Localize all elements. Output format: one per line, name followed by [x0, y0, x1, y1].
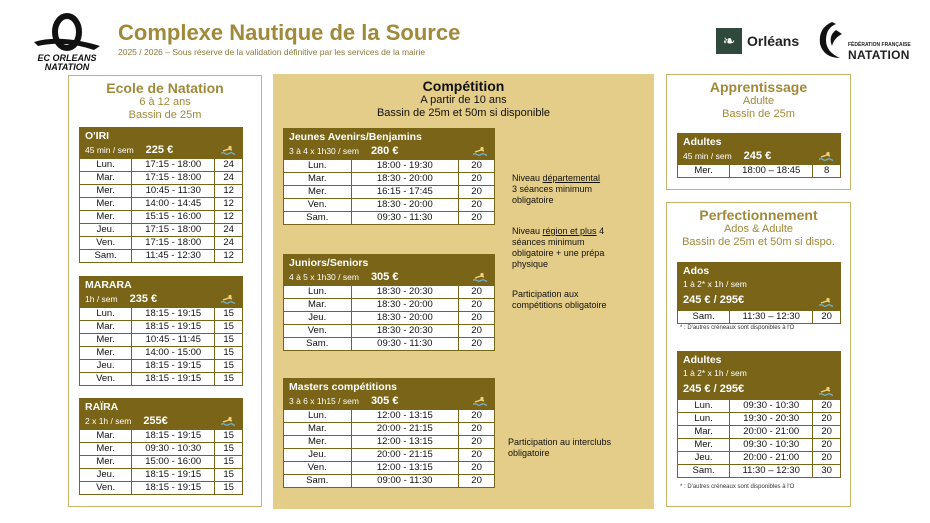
day-cell: Jeu. [284, 449, 352, 462]
day-cell: Lun. [80, 159, 132, 172]
day-cell: Lun. [284, 410, 352, 423]
swimmer-icon [819, 386, 833, 396]
day-cell: Ven. [284, 325, 352, 338]
card-apprentissage-adultes [677, 133, 841, 178]
card-price: 235 € [129, 293, 158, 305]
competition-sub2: Bassin de 25m et 50m si disponible [376, 107, 551, 119]
day-cell: Mer. [80, 185, 132, 198]
card-price: 245 € / 295€ [683, 383, 745, 395]
apprentissage-title: Apprentissage [709, 79, 808, 95]
day-cell: Lun. [678, 400, 730, 413]
card-frequency: 45 min / sem [85, 145, 134, 155]
day-cell: Sam. [284, 475, 352, 488]
table-row [284, 299, 495, 312]
day-cell: Jeu. [80, 469, 132, 482]
card-perf-adultes [677, 351, 841, 478]
schedule-table [677, 164, 841, 178]
card-name: O'IRI [85, 130, 110, 142]
time-cell: 16:15 - 17:45 [351, 186, 459, 199]
capacity-cell: 8 [813, 165, 841, 178]
capacity-cell: 20 [459, 299, 495, 312]
card-header [79, 127, 243, 158]
card-frequency: 3 à 6 x 1h15 / sem [289, 396, 359, 406]
day-cell: Mar. [80, 172, 132, 185]
ffn-small-text: FÉDÉRATION FRANÇAISE [848, 42, 911, 48]
card-info [683, 368, 835, 378]
day-cell: Ven. [80, 482, 132, 495]
card-header [79, 398, 243, 429]
time-cell: 18:00 - 19:30 [351, 160, 459, 173]
day-cell: Mar. [284, 423, 352, 436]
capacity-cell: 24 [215, 224, 243, 237]
day-cell: Ven. [80, 373, 132, 386]
time-cell: 09:30 - 10:30 [730, 400, 813, 413]
capacity-cell: 20 [459, 436, 495, 449]
day-cell: Ven. [284, 462, 352, 475]
table-row [678, 465, 841, 478]
time-cell: 09:30 - 10:30 [730, 439, 813, 452]
table-row [80, 456, 243, 469]
day-cell: Lun. [678, 413, 730, 426]
ffn-logo [814, 18, 914, 62]
capacity-cell: 20 [459, 475, 495, 488]
time-cell: 09:30 - 11:30 [351, 212, 459, 225]
note-region: Niveau région et plus 4 séances minimum obligatoire + une prépa physique [512, 226, 605, 269]
table-row [678, 439, 841, 452]
swimmer-icon [473, 146, 487, 156]
time-cell: 18:30 - 20:00 [351, 173, 459, 186]
day-cell: Lun. [284, 286, 352, 299]
logo-text: EC ORLEANS NATATION [37, 53, 97, 72]
card-info [683, 150, 835, 162]
capacity-cell: 20 [459, 449, 495, 462]
time-cell: 20:00 - 21:15 [351, 449, 459, 462]
day-cell: Mer. [284, 186, 352, 199]
capacity-cell: 15 [215, 347, 243, 360]
orleans-mark-icon: ❧ [716, 28, 742, 54]
time-cell: 12:00 - 13:15 [351, 436, 459, 449]
day-cell: Sam. [284, 212, 352, 225]
day-cell: Mer. [80, 347, 132, 360]
note-interclubs: Participation au interclubs obligatoire [508, 437, 612, 458]
time-cell: 10:45 - 11:30 [132, 185, 215, 198]
capacity-cell: 15 [215, 308, 243, 321]
time-cell: 20:00 - 21:15 [351, 423, 459, 436]
table-row [80, 347, 243, 360]
card-header [283, 378, 495, 409]
capacity-cell: 20 [459, 423, 495, 436]
capacity-cell: 12 [215, 185, 243, 198]
swimmer-icon [221, 416, 235, 426]
capacity-cell: 20 [459, 160, 495, 173]
page-title: Complexe Nautique de la Source [118, 20, 461, 45]
competition-title: Compétition [422, 78, 505, 94]
table-row [284, 160, 495, 173]
time-cell: 18:15 - 19:15 [132, 482, 215, 495]
day-cell: Lun. [80, 308, 132, 321]
capacity-cell: 20 [813, 426, 841, 439]
capacity-cell: 12 [215, 211, 243, 224]
card-name: Adultes [683, 136, 722, 148]
capacity-cell: 20 [459, 173, 495, 186]
time-cell: 12:00 - 13:15 [351, 462, 459, 475]
card-header [677, 133, 841, 164]
table-row [80, 482, 243, 495]
card-frequency: 2 x 1h / sem [85, 416, 132, 426]
table-row [284, 410, 495, 423]
time-cell: 18:15 - 19:15 [132, 469, 215, 482]
capacity-cell: 20 [459, 286, 495, 299]
table-row [80, 373, 243, 386]
day-cell: Mer. [284, 436, 352, 449]
perfectionnement-title: Perfectionnement [699, 207, 818, 223]
day-cell: Jeu. [678, 452, 730, 465]
table-row [80, 430, 243, 443]
table-row [284, 449, 495, 462]
time-cell: 17:15 - 18:00 [132, 159, 215, 172]
time-cell: 09:00 - 11:30 [351, 475, 459, 488]
table-row [80, 308, 243, 321]
time-cell: 18:15 - 19:15 [132, 321, 215, 334]
day-cell: Mer. [80, 334, 132, 347]
schedule-table [283, 159, 495, 225]
card-raira [79, 398, 243, 495]
time-cell: 14:00 - 14:45 [132, 198, 215, 211]
capacity-cell: 15 [215, 360, 243, 373]
card-name: RAÏRA [85, 401, 119, 413]
time-cell: 18:30 - 20:00 [351, 299, 459, 312]
card-info [289, 145, 489, 157]
card-frequency: 4 à 5 x 1h30 / sem [289, 272, 359, 282]
card-masters [283, 378, 495, 488]
card-price: 245 € [743, 150, 772, 162]
table-row [80, 250, 243, 263]
time-cell: 19:30 - 20:30 [730, 413, 813, 426]
capacity-cell: 20 [459, 312, 495, 325]
table-row [284, 312, 495, 325]
capacity-cell: 15 [215, 430, 243, 443]
card-oiri [79, 127, 243, 263]
swimmer-icon [473, 272, 487, 282]
table-row [678, 413, 841, 426]
capacity-cell: 24 [215, 237, 243, 250]
day-cell: Mer. [80, 456, 132, 469]
card-info [85, 415, 237, 427]
schedule-table [79, 307, 243, 386]
table-row [284, 462, 495, 475]
time-cell: 20:00 - 21:00 [730, 452, 813, 465]
card-header [79, 276, 243, 307]
table-row [80, 198, 243, 211]
card-price: 225 € [145, 144, 174, 156]
time-cell: 17:15 - 18:00 [132, 237, 215, 250]
schedule-table [283, 285, 495, 351]
table-row [284, 475, 495, 488]
perfectionnement-sub1: Ados & Adulte [723, 223, 794, 235]
card-name: MARARA [85, 279, 132, 291]
note-departemental: Niveau départemental 3 séances minimum obligatoire [512, 173, 601, 205]
time-cell: 20:00 - 21:00 [730, 426, 813, 439]
capacity-cell: 15 [215, 456, 243, 469]
day-cell: Sam. [284, 338, 352, 351]
card-header [283, 254, 495, 285]
card-price: 280 € [370, 145, 399, 157]
card-header [677, 351, 841, 399]
card-info [85, 144, 237, 156]
capacity-cell: 24 [215, 159, 243, 172]
capacity-cell: 30 [813, 465, 841, 478]
page-subtitle: 2025 / 2026 – Sous réserve de la validation définitive par les services de la mairie [118, 47, 426, 57]
card-ados [677, 262, 841, 324]
table-row [80, 321, 243, 334]
swimmer-icon [221, 145, 235, 155]
day-cell: Mer. [678, 165, 730, 178]
time-cell: 12:00 - 13:15 [351, 410, 459, 423]
capacity-cell: 20 [813, 439, 841, 452]
time-cell: 15:00 - 16:00 [132, 456, 215, 469]
card-name: Jeunes Avenirs/Benjamins [289, 131, 422, 143]
ffn-big-text: NATATION [848, 48, 910, 62]
day-cell: Jeu. [80, 360, 132, 373]
time-cell: 17:15 - 18:00 [132, 224, 215, 237]
schedule-table [79, 429, 243, 495]
capacity-cell: 20 [813, 413, 841, 426]
schedule-table [677, 399, 841, 478]
day-cell: Mar. [80, 321, 132, 334]
schedule-table [677, 310, 841, 324]
time-cell: 18:30 - 20:00 [351, 199, 459, 212]
card-name: Juniors/Seniors [289, 257, 369, 269]
perfectionnement-sub2: Bassin de 25m et 50m si dispo. [682, 236, 835, 248]
card-frequency: 1 à 2* x 1h / sem [683, 279, 747, 289]
ec-orleans-logo [30, 12, 104, 70]
apprentissage-sub2: Bassin de 25m [722, 108, 795, 120]
capacity-cell: 20 [459, 338, 495, 351]
capacity-cell: 24 [215, 172, 243, 185]
time-cell: 18:15 - 19:15 [132, 360, 215, 373]
table-row [284, 286, 495, 299]
capacity-cell: 15 [215, 334, 243, 347]
time-cell: 09:30 - 11:30 [351, 338, 459, 351]
capacity-cell: 20 [459, 462, 495, 475]
time-cell: 18:15 - 19:15 [132, 308, 215, 321]
card-info [289, 395, 489, 407]
time-cell: 11:30 – 12:30 [730, 311, 813, 324]
time-cell: 14:00 - 15:00 [132, 347, 215, 360]
time-cell: 18:30 - 20:30 [351, 286, 459, 299]
table-row [678, 311, 841, 324]
card-name: Adultes [683, 354, 722, 366]
card-price: 255€ [143, 415, 168, 427]
capacity-cell: 12 [215, 198, 243, 211]
footnote-ados: * : D'autres créneaux sont disponibles à l'O [680, 325, 795, 331]
table-row [284, 212, 495, 225]
table-row [284, 199, 495, 212]
swimmer-icon [819, 297, 833, 307]
card-juniors-seniors [283, 254, 495, 351]
swimmer-icon [819, 151, 833, 161]
capacity-cell: 15 [215, 321, 243, 334]
day-cell: Sam. [80, 250, 132, 263]
day-cell: Mer. [80, 198, 132, 211]
card-info [683, 279, 835, 289]
capacity-cell: 20 [813, 400, 841, 413]
time-cell: 10:45 - 11:45 [132, 334, 215, 347]
table-row [678, 165, 841, 178]
card-name: Ados [683, 265, 710, 277]
capacity-cell: 20 [459, 199, 495, 212]
card-jeunes-avenirs [283, 128, 495, 225]
table-row [284, 186, 495, 199]
table-row [80, 224, 243, 237]
time-cell: 18:15 - 19:15 [132, 430, 215, 443]
card-price: 305 € [370, 395, 399, 407]
card-name: Masters compétitions [289, 381, 397, 393]
table-row [284, 436, 495, 449]
ffn-swirl-icon [814, 18, 848, 62]
time-cell: 09:30 - 10:30 [132, 443, 215, 456]
ecole-sub1: 6 à 12 ans [139, 96, 191, 108]
card-header [283, 128, 495, 159]
orleans-logo-text: Orléans [747, 33, 800, 49]
day-cell: Mar. [284, 299, 352, 312]
schedule-table [79, 158, 243, 263]
table-row [284, 325, 495, 338]
table-row [80, 172, 243, 185]
capacity-cell: 20 [459, 186, 495, 199]
schedule-table [283, 409, 495, 488]
day-cell: Mar. [80, 430, 132, 443]
table-row [678, 400, 841, 413]
card-info [289, 271, 489, 283]
table-row [80, 237, 243, 250]
orleans-logo [716, 26, 799, 56]
day-cell: Sam. [678, 465, 730, 478]
time-cell: 18:30 - 20:00 [351, 312, 459, 325]
ecole-title: Ecole de Natation [106, 80, 224, 96]
capacity-cell: 12 [215, 250, 243, 263]
day-cell: Lun. [284, 160, 352, 173]
card-header [677, 262, 841, 310]
time-cell: 11:30 – 12:30 [730, 465, 813, 478]
capacity-cell: 15 [215, 373, 243, 386]
time-cell: 18:00 – 18:45 [730, 165, 813, 178]
day-cell: Jeu. [80, 224, 132, 237]
capacity-cell: 20 [459, 410, 495, 423]
day-cell: Jeu. [284, 312, 352, 325]
card-price: 305 € [370, 271, 399, 283]
day-cell: Ven. [80, 237, 132, 250]
table-row [284, 338, 495, 351]
day-cell: Ven. [284, 199, 352, 212]
card-frequency: 1h / sem [85, 294, 118, 304]
note-participation: Participation aux compétitions obligatoire [512, 289, 607, 310]
time-cell: 17:15 - 18:00 [132, 172, 215, 185]
time-cell: 15:15 - 16:00 [132, 211, 215, 224]
day-cell: Mar. [284, 173, 352, 186]
table-row [80, 185, 243, 198]
competition-sub1: A partir de 10 ans [420, 94, 507, 106]
table-row [80, 211, 243, 224]
card-frequency: 45 min / sem [683, 151, 732, 161]
capacity-cell: 20 [459, 212, 495, 225]
time-cell: 11:45 - 12:30 [132, 250, 215, 263]
card-frequency: 3 à 4 x 1h30 / sem [289, 146, 359, 156]
day-cell: Mer. [80, 443, 132, 456]
card-frequency: 1 à 2* x 1h / sem [683, 368, 747, 378]
capacity-cell: 20 [813, 311, 841, 324]
capacity-cell: 20 [813, 452, 841, 465]
table-row [80, 360, 243, 373]
card-price: 245 € / 295€ [683, 294, 745, 306]
table-row [80, 159, 243, 172]
day-cell: Mer. [678, 439, 730, 452]
capacity-cell: 20 [459, 325, 495, 338]
table-row [80, 469, 243, 482]
table-row [284, 173, 495, 186]
card-marara [79, 276, 243, 386]
time-cell: 18:15 - 19:15 [132, 373, 215, 386]
day-cell: Mar. [678, 426, 730, 439]
swimmer-icon [473, 396, 487, 406]
ecole-sub2: Bassin de 25m [128, 109, 202, 121]
footnote-adultes: * : D'autres créneaux sont disponibles à l'O [680, 484, 795, 490]
day-cell: Sam. [678, 311, 730, 324]
capacity-cell: 15 [215, 443, 243, 456]
card-info [85, 293, 237, 305]
swimmer-icon [221, 294, 235, 304]
table-row [80, 443, 243, 456]
capacity-cell: 15 [215, 469, 243, 482]
time-cell: 18:30 - 20:30 [351, 325, 459, 338]
capacity-cell: 15 [215, 482, 243, 495]
table-row [678, 426, 841, 439]
day-cell: Mer. [80, 211, 132, 224]
table-row [284, 423, 495, 436]
table-row [80, 334, 243, 347]
table-row [678, 452, 841, 465]
apprentissage-sub1: Adulte [742, 95, 775, 107]
